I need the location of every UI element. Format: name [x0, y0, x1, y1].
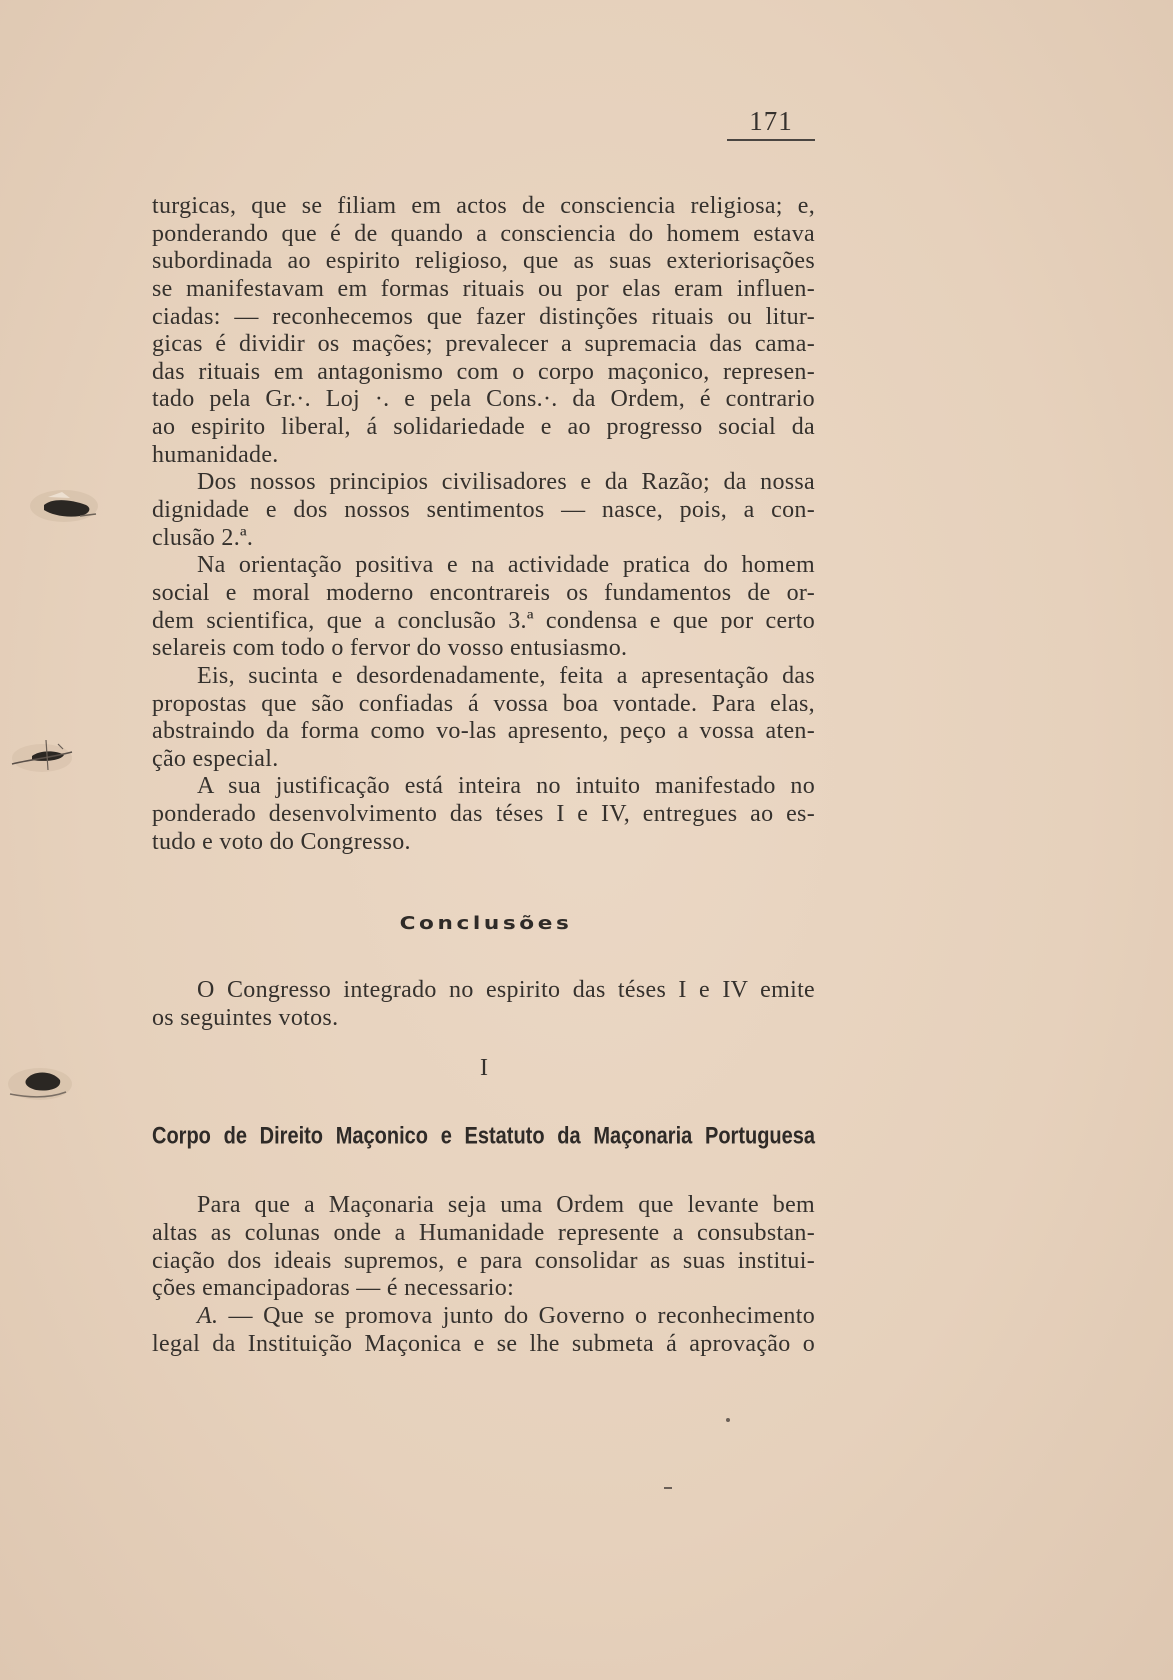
conclusions-heading-text: Conclusões — [399, 913, 573, 934]
text-line: turgicas, que se filiam em actos de consciencia religiosa; e, — [152, 193, 815, 219]
section-number: I — [480, 1055, 488, 1081]
page-number-rule — [727, 139, 815, 141]
paragraph — [152, 773, 815, 856]
paragraph — [152, 469, 815, 552]
item-label: A. — [197, 1303, 219, 1330]
text-line: social e moral moderno encontrareis os fundamentos de or- — [152, 579, 815, 606]
text-line: abstraindo da forma como vo-las apresento, peço a vossa aten- — [152, 718, 815, 745]
text-line: Na orientação positiva e na actividade pratica do homem — [197, 552, 815, 579]
text-line: ponderando que é de quando a consciencia do homem estava — [152, 220, 815, 247]
text-line: ções emancipadoras — é necessario: — [152, 1275, 515, 1302]
text-line: clusão 2.ª. — [152, 524, 254, 551]
page-number: 171 — [749, 106, 793, 136]
text-line: Para que a Maçonaria seja uma Ordem que levante bem — [197, 1192, 815, 1218]
text-line: legal da Instituição Maçonica e se lhe submeta á aprovação o — [152, 1330, 815, 1357]
list-item-a — [152, 1303, 815, 1359]
section-text — [152, 1192, 815, 1359]
text-line: propostas que são confiadas á vossa boa vontade. Para elas, — [152, 690, 815, 717]
paragraph — [152, 663, 815, 774]
paragraph — [152, 1192, 815, 1303]
text-line: ciação dos ideais supremos, e para consolidar as suas institui- — [152, 1247, 815, 1274]
text-line: dem scientifica, que a conclusão 3.ª condensa e que por certo — [152, 607, 815, 634]
text-line — [152, 1303, 815, 1331]
binding-hole-mark — [12, 740, 72, 772]
text-line: dignidade e dos nossos sentimentos — nasce, pois, a con- — [152, 497, 815, 524]
binding-hole-mark — [8, 1068, 72, 1100]
text-line: se manifestavam em formas rituais ou por elas eram influen- — [152, 275, 815, 302]
text-line: altas as colunas onde a Humanidade represente a consubstan- — [152, 1219, 815, 1246]
paper-speck — [726, 1418, 730, 1422]
text-line: ção especial. — [152, 745, 279, 772]
paragraph — [152, 193, 815, 469]
text-line: A sua justificação está inteira no intuito manifestado no — [197, 773, 815, 800]
text-line: das rituais em antagonismo com o corpo maçonico, represen- — [152, 358, 815, 385]
text-line: selareis com todo o fervor do vosso entusiasmo. — [152, 635, 628, 662]
text-line: tudo e voto do Congresso. — [152, 828, 411, 855]
text-line: Eis, sucinta e desordenadamente, feita a apresentação das — [197, 662, 815, 689]
text-line: subordinada ao espirito religioso, que as suas exteriorisações — [152, 248, 815, 275]
text-line: tado pela Gr.·. Loj ·. e pela Cons.·. da Ordem, é contrario — [152, 386, 815, 413]
section-title: Corpo de Direito Maçonico e Estatuto da Maçonaria Portuguesa — [152, 1122, 815, 1150]
text-line: ponderado desenvolvimento das téses I e IV, entregues ao es- — [152, 801, 815, 828]
text-line: os seguintes votos. — [152, 1005, 339, 1031]
text-line: ao espirito liberal, á solidariedade e ao progresso social da — [152, 414, 815, 441]
binding-hole-mark — [30, 490, 98, 522]
body-text — [152, 193, 815, 856]
text-line: humanidade. — [152, 441, 279, 468]
item-text: — Que se promova junto do Governo o reconhecimento — [228, 1303, 815, 1330]
conclusions-heading — [386, 909, 586, 939]
conclusions-intro — [152, 976, 815, 1032]
text-line: O Congresso integrado no espirito das téses I e IV emite — [197, 977, 815, 1003]
text-line: Dos nossos principios civilisadores e da Razão; da nossa — [197, 469, 815, 496]
text-line: gicas é dividir os mações; prevalecer a supremacia das cama- — [152, 331, 815, 358]
paragraph — [152, 552, 815, 663]
text-line: ciadas: — reconhecemos que fazer distinções rituais ou litur- — [152, 303, 815, 330]
